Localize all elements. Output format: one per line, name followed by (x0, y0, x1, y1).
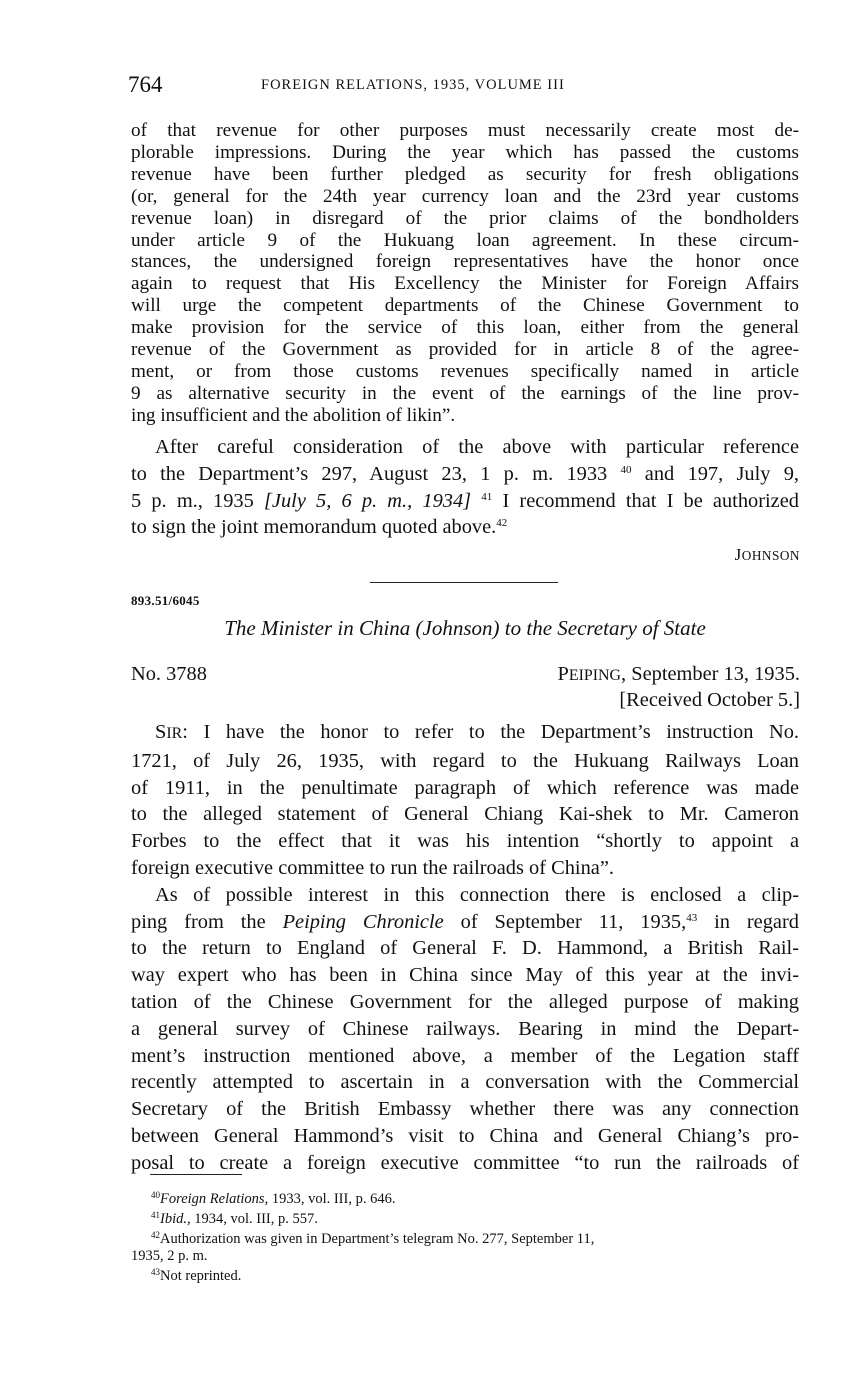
text-run: : I have the honor to refer to the Department’s instruction No. (182, 721, 799, 743)
text-line: Forbes to the effect that it was his intention “shortly to appoint a (131, 830, 799, 853)
document-number: No. 3788 (131, 663, 207, 685)
text-line: of 1911, in the penultimate paragraph of which reference was made (131, 776, 799, 799)
document-title: The Minister in China (Johnson) to the Secretary of State (224, 616, 706, 640)
text-line: to the return to England of General F. D. Hammond, a British Rail- (131, 937, 799, 960)
text-run: to the Department’s 297, August 23, 1 p. m. 1933 (131, 462, 608, 485)
footnote-ref: 41 (481, 490, 493, 503)
footnotes (131, 1187, 804, 1284)
italic-text: Foreign Relations, (160, 1191, 269, 1207)
text-line: of that revenue for other purposes must necessarily create most de- (131, 120, 799, 141)
date-text: , September 13, 1935. (621, 663, 800, 685)
text-line: After careful consideration of the above with particular reference (155, 436, 799, 458)
text-line: a general survey of Chinese railways. Bearing in mind the Depart- (131, 1017, 799, 1040)
text-run: ping from the (131, 910, 266, 933)
text-run: 1934, vol. III, p. 557. (194, 1211, 318, 1228)
footnote-ref: 40 (620, 463, 632, 476)
page-header (128, 72, 800, 102)
footnote-40 (131, 1187, 804, 1207)
footnote-42 (131, 1227, 804, 1247)
text-line: under article 9 of the Hukuang loan agreement. In these circum- (131, 229, 799, 251)
salutation-rest: IR (166, 725, 183, 742)
italic-text: [July 5, 6 p. m., 1934] (263, 489, 472, 512)
signature-rest: OHNSON (741, 548, 800, 563)
text-run: Authorization was given in Department’s telegram No. 277, September 11, (160, 1231, 595, 1248)
text-line: plorable impressions. During the year which has passed the customs (131, 141, 799, 163)
text-line: revenue have been further pledged as security for fresh obligations (131, 163, 799, 185)
text-line (131, 719, 799, 748)
text-run: I recommend that I be authorized (502, 489, 799, 512)
text-line: way expert who has been in China since May of this year at the invi- (131, 964, 799, 987)
footnote-mark: 42 (151, 1230, 160, 1241)
text-line: revenue of the Government as provided for in article 8 of the agree- (131, 339, 799, 361)
text-line: make provision for the service of this loan, either from the general (131, 317, 799, 339)
signature-initial: J (734, 545, 742, 564)
text-line (131, 909, 799, 936)
salutation-initial: S (155, 721, 167, 743)
page-number: 764 (128, 72, 163, 97)
footnote-ref: 42 (496, 517, 508, 530)
text-line: (or, general for the 24th year currency loan and the 23rd year customs (131, 185, 799, 207)
footnote-43 (131, 1264, 804, 1284)
text-line: recently attempted to ascertain in a conversation with the Commercial (131, 1071, 799, 1094)
text-run: 5 p. m., 1935 (131, 489, 254, 512)
footnote-42-continued: 1935, 2 p. m. (131, 1247, 208, 1264)
text-line: will urge the competent departments of the Chinese Government to (131, 295, 799, 317)
newspaper-title: Peiping Chronicle (282, 910, 444, 933)
text-line: ing insufficient and the abolition of likin”. (131, 404, 456, 426)
file-number: 893.51/6045 (131, 593, 200, 608)
text-line: to the alleged statement of General Chiang Kai-shek to Mr. Cameron (131, 803, 799, 826)
text-line: As of possible interest in this connection there is enclosed a clip- (155, 883, 799, 906)
text-line: between General Hammond’s visit to China and General Chiang’s pro- (131, 1124, 799, 1147)
footnote-divider (150, 1174, 242, 1175)
footnote-mark: 40 (151, 1190, 160, 1200)
text-line (131, 488, 799, 515)
text-line: ment, or from those customs revenues specifically named in article (131, 360, 799, 382)
text-line: again to request that His Excellency the Minister for Foreign Affairs (131, 273, 799, 295)
text-line: revenue loan) in disregard of the prior claims of the bondholders (131, 207, 799, 229)
place-and-date (558, 663, 800, 686)
place-rest: EIPING (568, 667, 622, 684)
footnote-41 (131, 1207, 804, 1227)
text-run: of September 11, 1935, (460, 910, 687, 933)
text-line: posal to create a foreign executive committee “to run the railroads of (131, 1151, 799, 1174)
text-run: 1933, vol. III, p. 646. (271, 1191, 396, 1207)
footnote-ref: 43 (686, 911, 698, 924)
place-initial: P (557, 663, 569, 685)
text-run: to sign the joint memorandum quoted above. (131, 516, 497, 539)
text-line: tation of the Chinese Government for the alleged purpose of making (131, 990, 799, 1013)
received-date: [Received October 5.] (619, 689, 800, 711)
section-divider (370, 582, 558, 583)
text-run: Not reprinted. (160, 1267, 242, 1284)
text-line: Secretary of the British Embassy whether there was any connection (131, 1098, 799, 1121)
text-line (131, 461, 799, 488)
running-title: FOREIGN RELATIONS, 1935, VOLUME III (261, 77, 565, 93)
text-line: ment’s instruction mentioned above, a member of the Legation staff (131, 1044, 799, 1067)
italic-text: Ibid., (160, 1211, 191, 1228)
recommendation-paragraph (131, 434, 799, 541)
text-run: and 197, July 9, (644, 462, 800, 485)
text-line (131, 514, 799, 541)
text-line: stances, the undersigned foreign representatives have the honor once (131, 251, 799, 273)
text-line: 1721, of July 26, 1935, with regard to the Hukuang Railways Loan (131, 749, 799, 772)
text-run: in regard (714, 910, 799, 933)
footnote-mark: 41 (151, 1210, 160, 1221)
quoted-memorandum-text (131, 120, 799, 427)
letter-body (131, 719, 799, 1177)
text-line: foreign executive committee to run the railroads of China”. (131, 856, 614, 879)
signature (735, 545, 800, 565)
text-line: 9 as alternative security in the event of the earnings of the line prov- (131, 382, 799, 404)
footnote-mark: 43 (151, 1266, 160, 1277)
